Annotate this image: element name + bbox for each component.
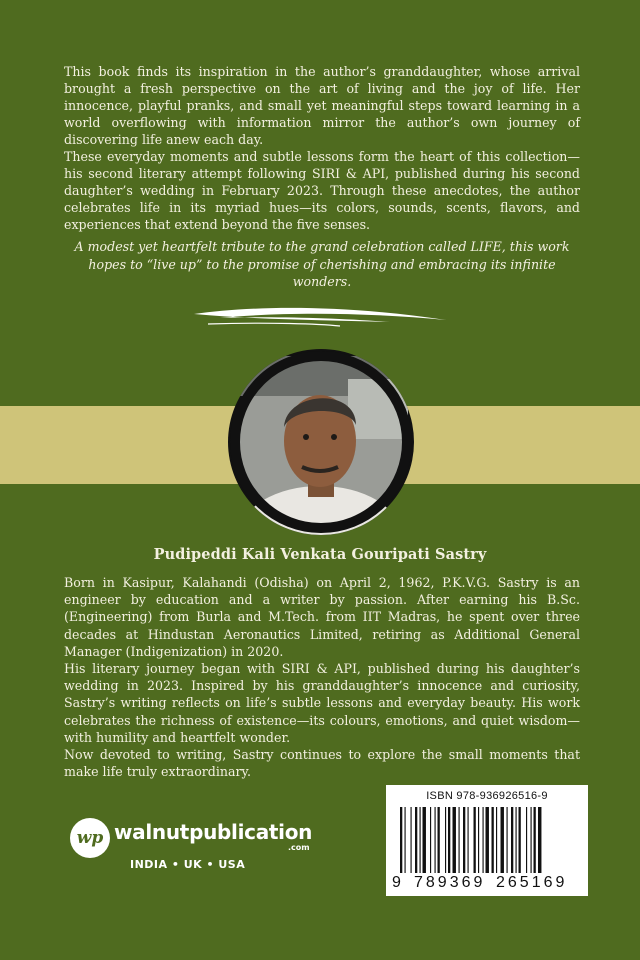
barcode-bar [478,807,479,873]
publisher-block [70,818,330,860]
barcode-bar [483,807,484,873]
tagline: A modest yet heartfelt tribute to the grand celebration called LIFE, this work hopes to “live up” to the promise of cherishing and embracing its infinite wonders. [74,239,570,289]
isbn-label: ISBN 978-936926516-9 [426,790,548,802]
isbn-digit-first: 9 [392,874,401,891]
barcode-bar [507,807,508,873]
barcode-bar [423,807,426,873]
barcode-bar [415,807,417,873]
isbn-digits-left: 789369 [414,874,486,891]
book-blurb [64,63,580,233]
barcode-bar [538,807,541,873]
barcode-bar [501,807,504,873]
bio-paragraph-1: Born in Kasipur, Kalahandi (Odisha) on April 2, 1962, P.K.V.G. Sastry is an engineer by education and a writer by passion. After earning his B.Sc. (Engineering) from Burla and M.Tech. from IIT Madras, he spent over three decades at Hindustan Aeronautics Limited, retiring as Additional General Manager (Indigenization) in 2020. [64,575,580,659]
barcode-bar [445,807,446,873]
barcode-bar [468,807,469,873]
blurb-paragraph-2: These everyday moments and subtle lessons form the heart of this collection—his second literary attempt following SIRI & API, published during his second daughter’s wedding in February 2023. Through these anecdotes, the author celebrates life in its myriad hues—its colors, sounds, scents, flavors, and experiences that extend beyond the five senses. [64,149,580,232]
barcode-bar [459,807,460,873]
isbn-digits-right: 265169 [496,874,568,891]
barcode-bar [492,807,494,873]
swoosh-ornament [190,302,450,332]
bio-paragraph-3: Now devoted to writing, Sastry continues to explore the small moments that make life truly extraordinary. [64,747,580,780]
barcode-bar [516,807,517,873]
author-photo [228,349,414,535]
barcode-bar [519,807,521,873]
barcode-bar [453,807,456,873]
barcode-bar [486,807,489,873]
barcode-bar [463,807,465,873]
barcode-bar [526,807,527,873]
barcode-bar [534,807,536,873]
barcode-bar [496,807,497,873]
barcode-bar [474,807,476,873]
isbn-barcode [386,785,588,896]
publisher-logo-icon: wp [70,818,110,858]
publisher-domain: .com [288,843,310,852]
barcode-bar [435,807,436,873]
author-bio [64,574,580,780]
blurb-paragraph-1: This book finds its inspiration in the author’s granddaughter, whose arrival brought a fresh perspective on the art of living and the joy of life. Her innocence, playful pranks, and small yet meaningful steps toward learning in a world overflowing with information mirror the author’s own journey of discovering life anew each day. [64,64,580,147]
bio-paragraph-2: His literary journey began with SIRI & API, published during his daughter’s wedding in 2023. Inspired by his granddaughter’s innocence and curiosity, Sastry’s writing reflects on life’s subtle lessons and everyday beauty. His work celebrates the richness of existence—its colours, emotions, and quiet wisdom—with humility and heartfelt wonder. [64,661,580,745]
barcode-bar [511,807,513,873]
barcode-bars [400,807,576,879]
barcode-bar [531,807,532,873]
author-name: Pudipeddi Kali Venkata Gouripati Sastry [153,546,487,563]
barcode-bar [448,807,450,873]
barcode-bar [420,807,421,873]
barcode-bar [438,807,440,873]
publisher-name: walnutpublication [114,820,313,844]
barcode-bar [400,807,402,873]
publisher-countries: INDIA • UK • USA [130,858,246,871]
barcode-bar [430,807,431,873]
barcode-bar [405,807,406,873]
barcode-bar [411,807,412,873]
